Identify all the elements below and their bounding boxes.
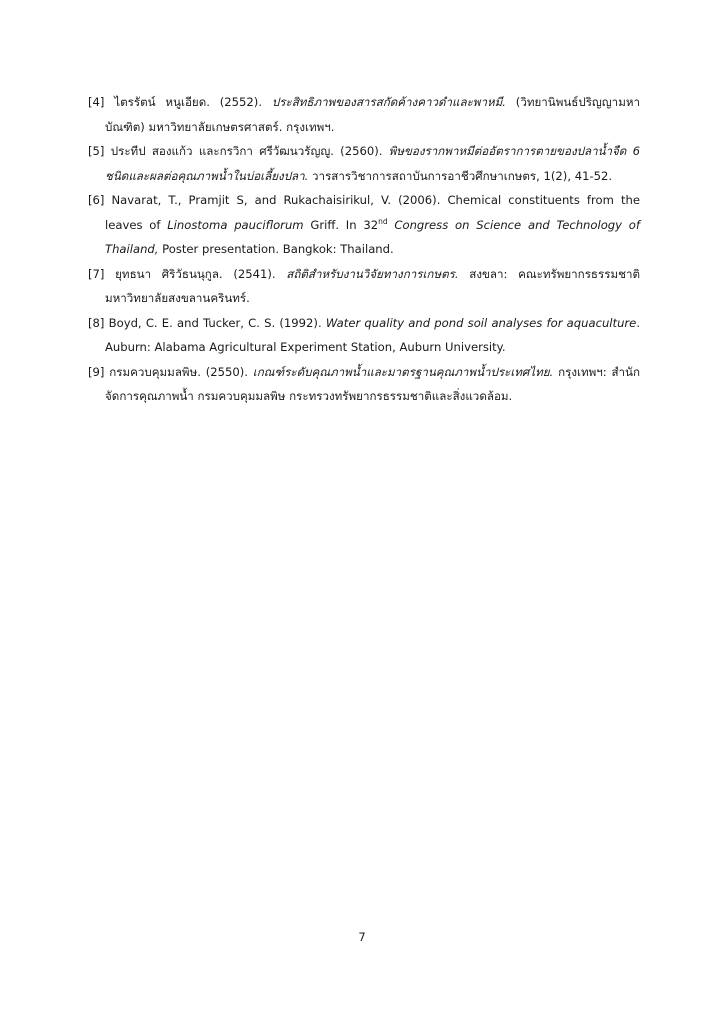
reference-number: [4]: [88, 95, 105, 109]
reference-details: วารสารวิชาการสถาบันการอาชีวศึกษาเกษตร, 1(2), 41-52.: [308, 168, 613, 183]
reference-details: (วิทยานิพนธ์ปริญญามหาบัณฑิต) มหาวิทยาลัยเกษตรศาสตร์. กรุงเทพฯ.: [105, 95, 640, 134]
reference-title: เกณฑ์ระดับคุณภาพน้ำและมาตรฐานคุณภาพน้ำประเทศไทย.: [252, 364, 554, 379]
reference-number: [7]: [88, 266, 105, 281]
reference-authors: ยุทธนา ศิริวัธนนุกูล. (2541).: [115, 266, 287, 281]
reference-authors: ไตรรัตน์ หนูเอียด. (2552).: [114, 95, 272, 109]
reference-item: [88, 311, 640, 360]
reference-authors: กรมควบคุมมลพิษ. (2550).: [109, 364, 253, 379]
reference-item: [88, 360, 640, 409]
reference-list: [88, 90, 640, 409]
reference-species-name: Linostoma pauciflorum: [167, 217, 304, 232]
reference-authors: Boyd, C. E. and Tucker, C. S. (1992).: [108, 315, 326, 330]
reference-number: [6]: [88, 193, 105, 207]
reference-details: กรุงเทพฯ: สำนักจัดการคุณภาพน้ำ กรมควบคุมมลพิษ กระทรวงทรัพยากรธรรมชาติและสิ่งแวดล้อม.: [105, 364, 640, 403]
reference-title: Congress on Science and Technology of Thailand,: [105, 217, 640, 256]
page-number: 7: [358, 930, 366, 944]
reference-item: [88, 262, 640, 311]
reference-number: [5]: [88, 144, 105, 158]
reference-title: สถิติสำหรับงานวิจัยทางการเกษตร.: [286, 266, 459, 281]
reference-authors: Navarat, T., Pramjit S, and Rukachaisirikul, V. (2006). Chemical constituents from the leaves of: [105, 193, 640, 232]
reference-item: [88, 188, 640, 262]
reference-number: [9]: [88, 364, 105, 379]
reference-title: ประสิทธิภาพของสารสกัดค้างคาวดำและพาหมี.: [271, 95, 506, 109]
reference-details: Poster presentation. Bangkok: Thailand.: [158, 242, 394, 256]
reference-item: [88, 90, 640, 139]
reference-title: Water quality and pond soil analyses for aquaculture: [325, 315, 637, 330]
reference-authors: ประทีป สองแก้ว และกรวิกา ศรีวัฒนวรัญญู. (2560).: [110, 144, 389, 158]
reference-details: สงขลา: คณะทรัพยากรธรรมชาติ มหาวิทยาลัยสงขลานครินทร์.: [105, 266, 641, 305]
reference-superscript: nd: [378, 216, 388, 226]
reference-details: . Auburn: Alabama Agricultural Experiment Station, Auburn University.: [105, 315, 641, 354]
reference-text: Griff. In 32: [303, 217, 379, 232]
reference-item: [88, 139, 640, 188]
reference-title: พิษของรากพาหมีต่ออัตราการตายของปลาน้ำจืด 6 ชนิดและผลต่อคุณภาพน้ำในบ่อเลี้ยงปลา.: [105, 144, 641, 183]
reference-number: [8]: [88, 315, 105, 330]
